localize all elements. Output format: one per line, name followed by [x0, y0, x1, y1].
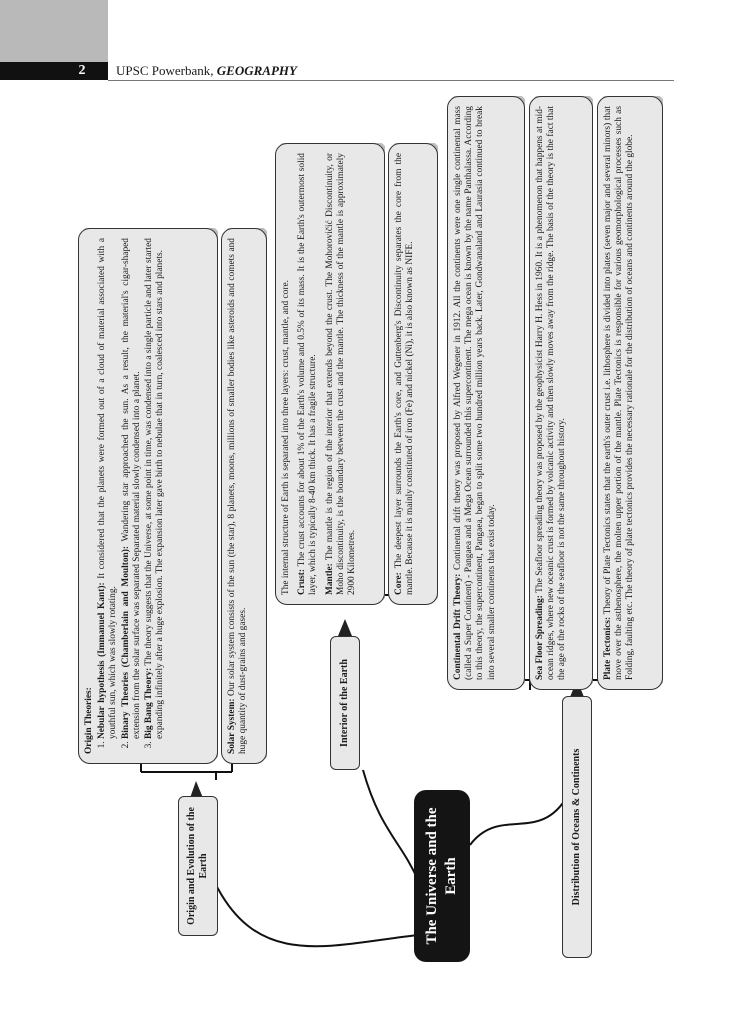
- plate-tectonics-box: Plate Tectonics: Theory of Plate Tectonics states that the earth's outer crust i.e. lithosphere is divided into plates (seven major and several minors) that move over the asthenosphere, the molten upper portion of the mantle. Plate Tectonics is responsible for various geomorphological processes such as Folding, faulting etc. The theory of plate tectonics provides the necessary rationale for the distribution of oceans and continents around the globe.: [597, 96, 663, 690]
- header-grey-tab: [0, 0, 108, 62]
- origin-branch-text: Origin and Evolution of the Earth: [186, 807, 209, 925]
- plate-tectonics-wrap: [597, 96, 663, 690]
- sea-floor-wrap: [529, 96, 593, 690]
- core-box: Core: The deepest layer surrounds the Earth's core, and Guttenberg's Discontinuity separates the core from the mantle. Because it is mainly constituted of iron (Fe) and nickel (Ni), it is also known as NIFE.: [388, 143, 438, 605]
- sea-floor-box: Sea Floor Spreading: The Seafloor spreading theory was proposed by the geophysicist Harry H. Hess in 1960. It is a phenomenon that happens at mid-ocean ridges, where new oceanic crust is formed by volcanic activity and then slowly moves away from the ridge. The basis of the theory is the fact that the age of the rocks of the seafloor is not the same throughout history.: [529, 96, 593, 690]
- core-wrap: [388, 143, 438, 605]
- origin-theories-box: [78, 228, 218, 764]
- central-title: The Universe and the Earth: [424, 807, 459, 945]
- central-node: [414, 790, 470, 962]
- origin-branch-label: [178, 796, 218, 936]
- origin-theories-list: [97, 238, 166, 754]
- header-rule: [108, 80, 674, 81]
- oceans-branch-text: Distribution of Oceans & Continents: [571, 748, 582, 906]
- origin-theories-heading: Origin Theories:: [84, 687, 94, 754]
- interior-label-wrap: [330, 636, 360, 770]
- solar-system-box: Solar System: Our solar system consists of the sun (the star), 8 planets, moons, millions of smaller bodies like asteroids and comets and huge quantity of dust-grains and gases.: [221, 228, 267, 764]
- book-title: UPSC Powerbank,: [116, 63, 214, 78]
- continental-drift-box: Continental Drift Theory: Continental drift theory was proposed by Alfred Wegener in 1912. All the continents were one single continental mass (called a Super Continent) - Pangaea and a Mega Ocean surrounded this supercontinent. The mega ocean is known by the name Panthalassa. According to this theory, the supercontinent, Pangaea, began to split some two hundred million years back. Later, Gondwanaland and Laurasia continued to break into several smaller continents that exist today.: [447, 96, 525, 690]
- oceans-branch-label: [562, 696, 592, 958]
- arrow-interior: [338, 619, 352, 636]
- interior-branch-label: [330, 636, 360, 770]
- oceans-label-wrap: [562, 696, 592, 958]
- mantle-paragraph: Mantle: The mantle is the region of the interior that extends beyond the crust. The Mohorovičić Discontinuity, or Moho discontinuity, is the boundary between the crust and the mantle. The thickness of the mantle is approximately 2900 Kilometres.: [324, 153, 358, 595]
- interior-layers-box: [275, 143, 385, 605]
- crust-paragraph: Crust: The crust accounts for about 1% of the Earth's volume and 0.5% of its mass. It is the Earth's outermost solid layer, which is typically 8-40 km thick. It has a fragile structure.: [297, 153, 319, 595]
- continental-drift-wrap: [447, 96, 525, 690]
- running-header: [116, 63, 297, 79]
- origin-label-wrap: [178, 796, 218, 936]
- interior-intro: The internal structure of Earth is separated into three layers: crust, mantle, and core.: [281, 280, 291, 595]
- subject-title: GEOGRAPHY: [216, 63, 297, 78]
- list-item: 1. Nebular hypothesis (Immanuel Kant): It considered that the planets were formed out of a cloud of material associated with a youthful sun, which was slowly rotating.: [97, 238, 119, 739]
- solar-system-wrap: [221, 228, 267, 764]
- interior-branch-text: Interior of the Earth: [339, 659, 350, 747]
- origin-theories-wrap: [78, 228, 218, 764]
- connector-central-origin: [216, 885, 418, 946]
- central-node-wrap: [414, 790, 470, 962]
- connector-central-interior: [363, 770, 418, 880]
- list-item: 2. Binary Theories (Chamberlain and Moulton): Wandering star approached the sun. As a result, the material's cigar-shaped extension from the solar surface was separated Separated material slowly condensed into a planet.: [121, 238, 143, 739]
- connector-central-oceans: [470, 795, 568, 845]
- page-number: 2: [78, 63, 86, 78]
- interior-layers-wrap: [275, 143, 385, 605]
- list-item: 3. Big Bang Theory: The theory suggests that the Universe, at some point in time, was condensed into a single particle and later started expanding infinitely after a huge explosion. The expansion later gave birth to nebulae that in turn, coalesced into stars and planets.: [144, 238, 166, 739]
